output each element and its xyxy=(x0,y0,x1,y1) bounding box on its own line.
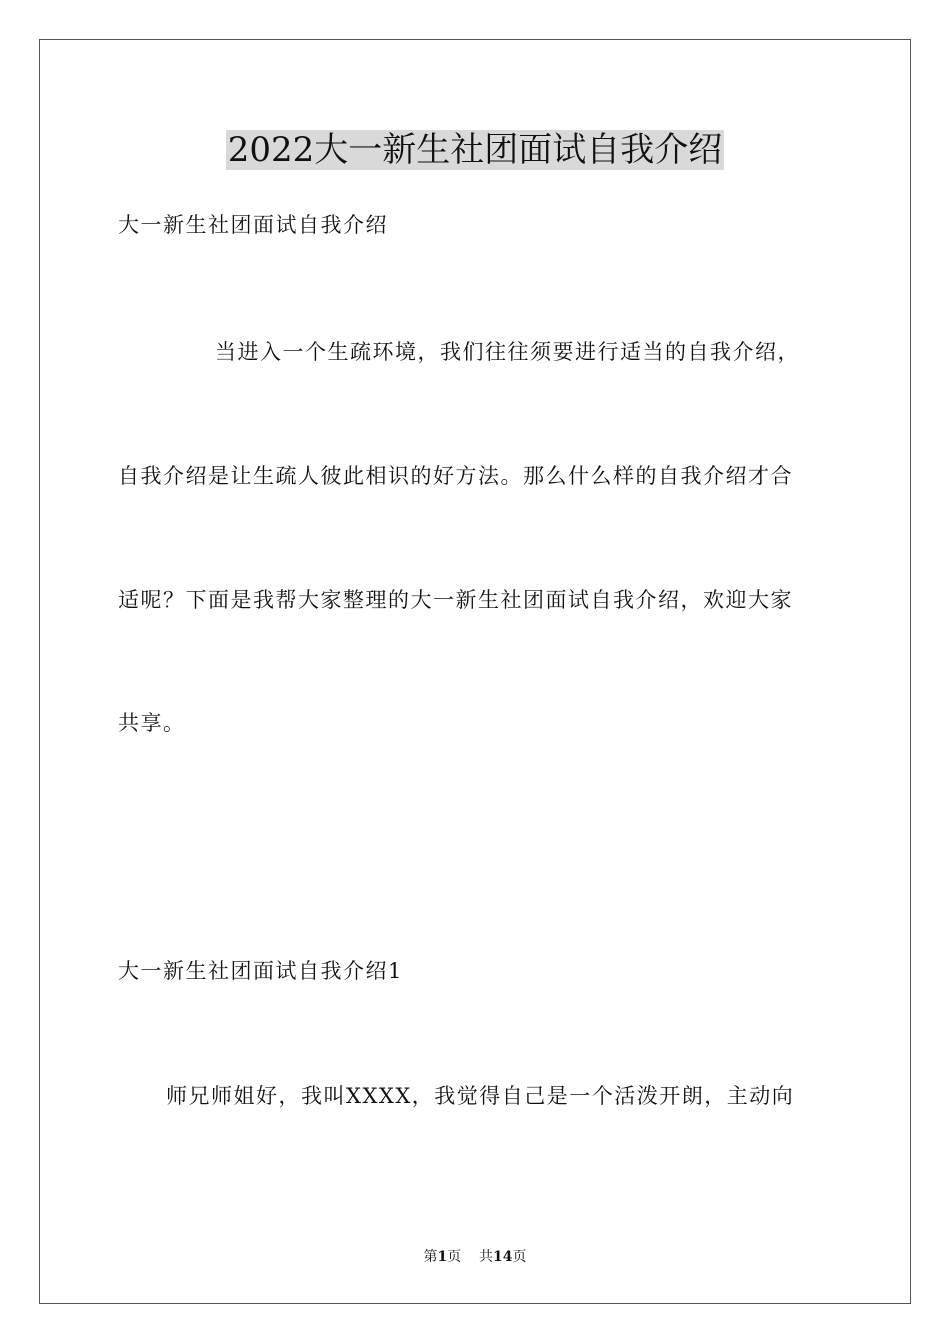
footer-page-suffix: 页 xyxy=(447,1249,462,1265)
document-title-text: 2022大一新生社团面试自我介绍 xyxy=(227,130,723,170)
page-footer xyxy=(0,1247,950,1267)
footer-total-prefix: 共 xyxy=(479,1249,494,1265)
footer-total-pages: 14 xyxy=(493,1249,513,1265)
paragraph-line: 师兄师姐好，我叫XXXX，我觉得自己是一个活泼开朗，主动向 xyxy=(166,1084,795,1108)
paragraph-line: 适呢？下面是我帮大家整理的大一新生社团面试自我介绍，欢迎大家 xyxy=(118,588,793,612)
document-title xyxy=(0,124,950,176)
footer-total-suffix: 页 xyxy=(512,1249,527,1265)
paragraph-line: 共享。 xyxy=(118,711,186,735)
section-heading-intro: 大一新生社团面试自我介绍 xyxy=(118,213,388,237)
section-heading-1: 大一新生社团面试自我介绍1 xyxy=(118,959,403,983)
footer-page-number: 1 xyxy=(437,1249,448,1265)
paragraph-line: 自我介绍是让生疏人彼此相识的好方法。那么什么样的自我介绍才合 xyxy=(118,464,793,488)
paragraph-line: 当进入一个生疏环境，我们往往须要进行适当的自我介绍， xyxy=(215,340,800,364)
footer-page-prefix: 第 xyxy=(423,1249,438,1265)
